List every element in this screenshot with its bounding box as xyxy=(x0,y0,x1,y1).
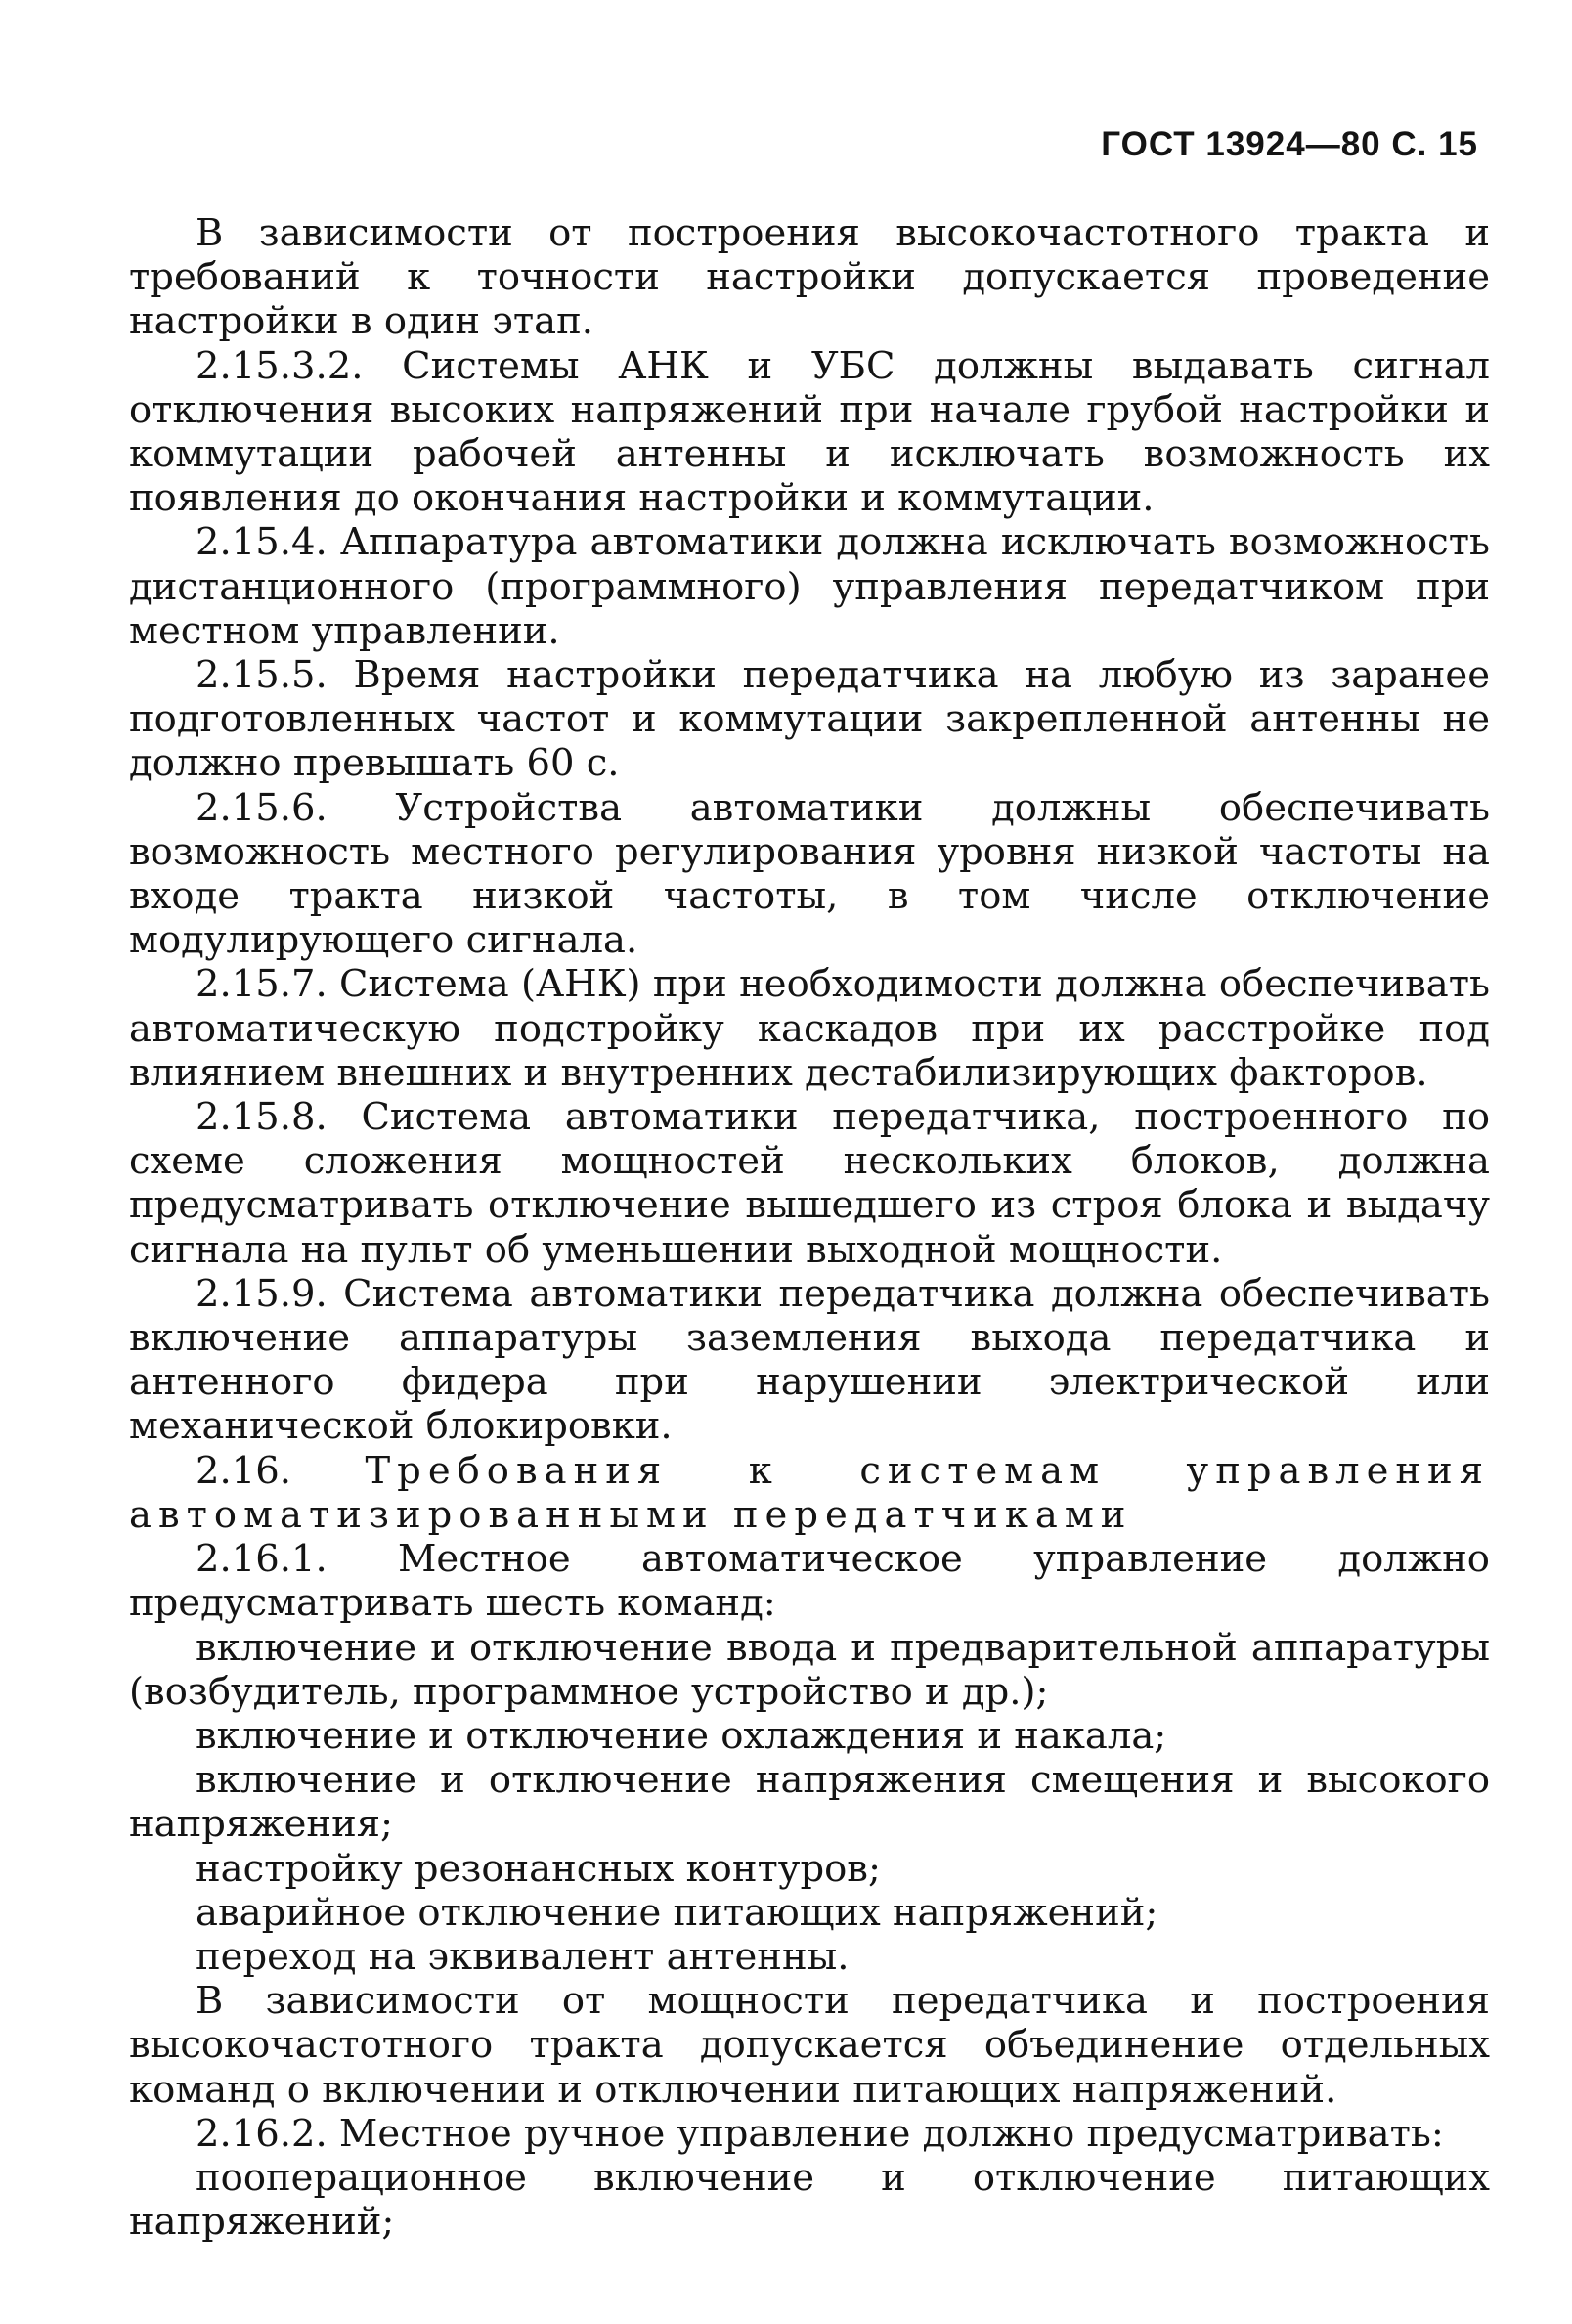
paragraph-2-16-2: 2.16.2. Местное ручное управление должно предусматривать: xyxy=(196,2111,1444,2156)
command-item: переход на эквивалент антенны. xyxy=(196,1934,850,1979)
command-item: включение и отключение охлаждения и накала; xyxy=(196,1713,1167,1758)
command-item: настройку резонансных контуров; xyxy=(196,1846,881,1891)
section-heading-2-16 xyxy=(129,1449,1490,1537)
paragraph-2-15-9: 2.15.9. Система автоматики передатчика должна обеспечивать включение аппаратуры заземления выхода передатчика и антенного фидера при нарушении электрической или механической блокировки. xyxy=(129,1271,1490,1449)
paragraph-combining-commands: В зависимости от мощности передатчика и построения высокочастотного тракта допускается объединение отдельных команд о включении и отключении питающих напряжений. xyxy=(129,1979,1490,2112)
paragraph-2-15-4: 2.15.4. Аппаратура автоматики должна исключать возможность дистанционного (программного) управления передатчиком при местном управлении. xyxy=(129,520,1490,653)
section-number: 2.16. xyxy=(196,1448,291,1493)
paragraph-2-15-7: 2.15.7. Система (АНК) при необходимости должна обеспечивать автоматическую подстройку каскадов при их расстройке под влиянием внешних и внутренних дестабилизирующих факторов. xyxy=(129,962,1490,1095)
paragraph-2-15-5: 2.15.5. Время настройки передатчика на любую из заранее подготовленных частот и коммутации закрепленной антенны не должно превышать 60 с. xyxy=(129,653,1490,786)
list-item: пооперационное включение и отключение питающих напряжений; xyxy=(129,2155,1490,2245)
paragraph-2-15-3-2: 2.15.3.2. Системы АНК и УБС должны выдавать сигнал отключения высоких напряжений при начале грубой настройки и коммутации рабочей антенны и исключать возможность их появления до окончания настройки и коммутации. xyxy=(129,343,1490,521)
section-title: Требования к системам управления автоматизированными передатчиками xyxy=(129,1448,1490,1537)
paragraph-2-15-6: 2.15.6. Устройства автоматики должны обеспечивать возможность местного регулирования уровня низкой частоты на входе тракта низкой частоты, в том числе отключение модулирующего сигнала. xyxy=(129,785,1490,963)
page-header: ГОСТ 13924—80 С. 15 xyxy=(1101,125,1478,163)
paragraph-intro: В зависимости от построения высокочастотного тракта и требований к точности настройки допускается проведение настройки в один этап. xyxy=(129,211,1490,344)
paragraph-2-15-8: 2.15.8. Система автоматики передатчика, построенного по схеме сложения мощностей нескольких блоков, должна предусматривать отключение вышедшего из строя блока и выдачу сигнала на пульт об уменьшении выходной мощности. xyxy=(129,1095,1490,1272)
command-item: аварийное отключение питающих напряжений; xyxy=(196,1890,1158,1935)
document-body xyxy=(129,211,1490,2244)
paragraph-2-16-1: 2.16.1. Местное автоматическое управление должно предусматривать шесть команд: xyxy=(129,1537,1490,1626)
command-item: включение и отключение ввода и предварительной аппаратуры (возбудитель, программное устройство и др.); xyxy=(129,1625,1490,1714)
command-item: включение и отключение напряжения смещения и высокого напряжения; xyxy=(129,1758,1490,1847)
